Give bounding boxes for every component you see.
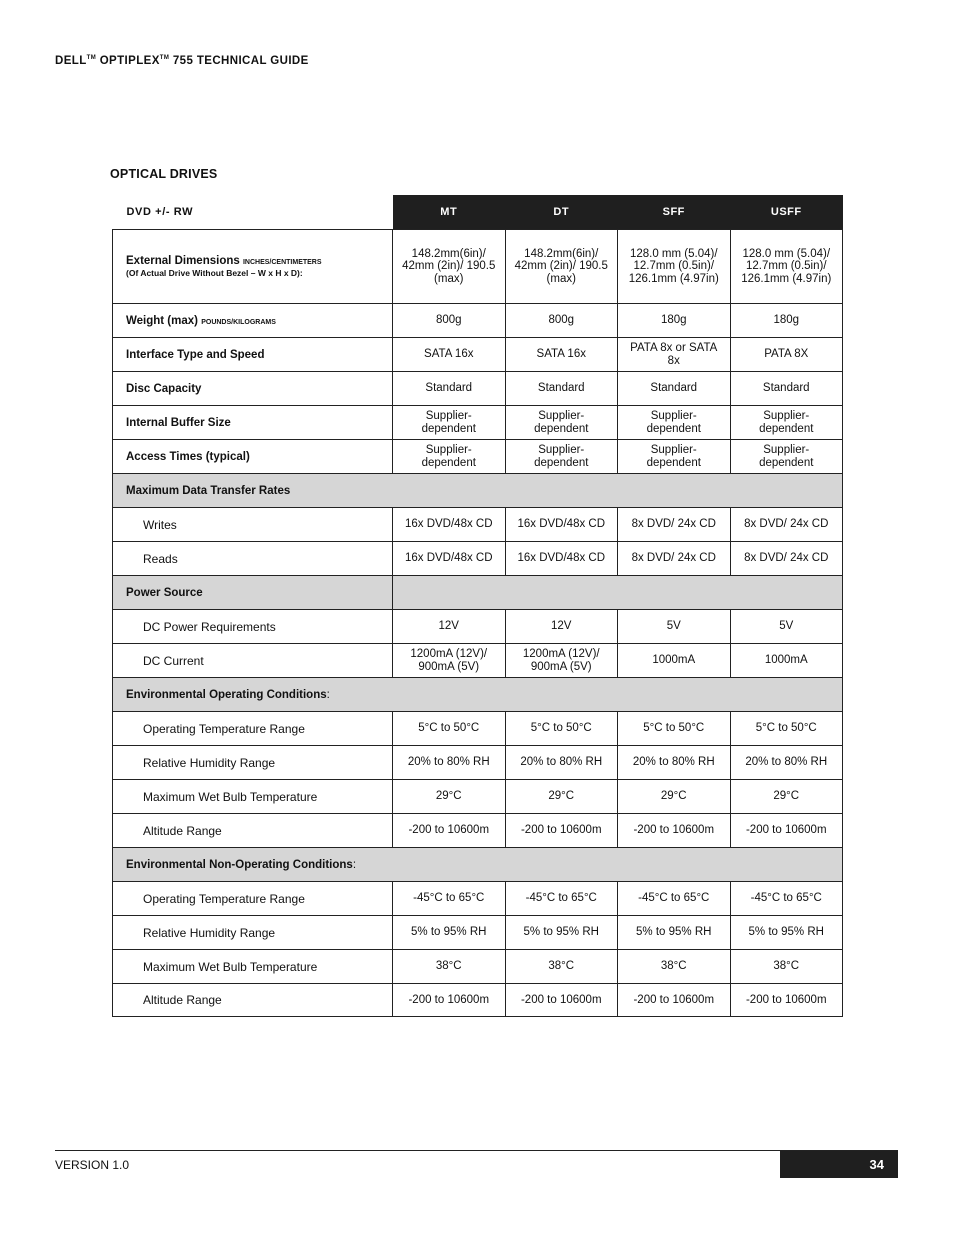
table-row bbox=[113, 814, 843, 848]
row-label: Relative Humidity Range bbox=[113, 746, 393, 780]
section-row bbox=[113, 474, 843, 508]
table-cell: 8x DVD/ 24x CD bbox=[730, 508, 843, 542]
table-cell: 5% to 95% RH bbox=[730, 916, 843, 950]
row-label: DC Current bbox=[113, 644, 393, 678]
table-cell: 29°C bbox=[618, 780, 731, 814]
trademark-mark: TM bbox=[86, 55, 97, 61]
table-row bbox=[113, 916, 843, 950]
table-cell: SATA 16x bbox=[393, 338, 506, 372]
table-cell: 38°C bbox=[618, 950, 731, 984]
table-row bbox=[113, 406, 843, 440]
table-cell: -45°C to 65°C bbox=[618, 882, 731, 916]
table-row bbox=[113, 882, 843, 916]
row-label: Altitude Range bbox=[113, 984, 393, 1017]
table-cell: -45°C to 65°C bbox=[505, 882, 618, 916]
table-cell: 5°C to 50°C bbox=[393, 712, 506, 746]
corner-label: DVD +/- RW bbox=[113, 195, 393, 229]
table-cell: 38°C bbox=[730, 950, 843, 984]
section-label bbox=[113, 848, 843, 882]
table-row bbox=[113, 610, 843, 644]
table-cell: Standard bbox=[505, 372, 618, 406]
product-text: OPTIPLEX bbox=[99, 55, 160, 67]
table-cell: 20% to 80% RH bbox=[730, 746, 843, 780]
table-cell: PATA 8X bbox=[730, 338, 843, 372]
table-row bbox=[113, 644, 843, 678]
column-header-dt: DT bbox=[505, 195, 618, 229]
row-label: Internal Buffer Size bbox=[113, 406, 393, 440]
table-cell: Supplier-dependent bbox=[505, 440, 618, 474]
table-cell: 5% to 95% RH bbox=[618, 916, 731, 950]
version-label: VERSION 1.0 bbox=[55, 1158, 130, 1172]
row-label: Access Times (typical) bbox=[113, 440, 393, 474]
table-cell: Supplier-dependent bbox=[618, 406, 731, 440]
table-cell: 5% to 95% RH bbox=[505, 916, 618, 950]
document-title bbox=[55, 55, 309, 67]
table-cell: 16x DVD/48x CD bbox=[393, 542, 506, 576]
table-cell: Supplier-dependent bbox=[730, 406, 843, 440]
table-cell: 20% to 80% RH bbox=[393, 746, 506, 780]
table-cell: Supplier-dependent bbox=[505, 406, 618, 440]
table-cell: 180g bbox=[618, 304, 731, 338]
table-cell: -200 to 10600m bbox=[393, 814, 506, 848]
row-note: (Of Actual Drive Without Bezel – W x H x D): bbox=[126, 268, 303, 278]
section-row bbox=[113, 678, 843, 712]
brand-text: DELL bbox=[55, 55, 87, 67]
table-cell: -200 to 10600m bbox=[393, 984, 506, 1017]
guide-text: 755 TECHNICAL GUIDE bbox=[172, 55, 309, 67]
table-cell: -200 to 10600m bbox=[618, 984, 731, 1017]
section-row bbox=[113, 848, 843, 882]
row-label: Disc Capacity bbox=[113, 372, 393, 406]
table-row bbox=[113, 746, 843, 780]
table-cell: -200 to 10600m bbox=[618, 814, 731, 848]
table-cell: 8x DVD/ 24x CD bbox=[730, 542, 843, 576]
row-label: Writes bbox=[113, 508, 393, 542]
table-cell: 5V bbox=[730, 610, 843, 644]
unit-label: POUNDS/KILOGRAMS bbox=[201, 318, 276, 326]
table-cell: Supplier-dependent bbox=[393, 440, 506, 474]
table-cell: -200 to 10600m bbox=[505, 984, 618, 1017]
table-cell: 20% to 80% RH bbox=[505, 746, 618, 780]
section-label bbox=[113, 678, 843, 712]
table-row bbox=[113, 338, 843, 372]
table-cell: SATA 16x bbox=[505, 338, 618, 372]
table-cell: 16x DVD/48x CD bbox=[505, 542, 618, 576]
trademark-mark: TM bbox=[159, 55, 170, 61]
table-cell: Standard bbox=[618, 372, 731, 406]
table-row bbox=[113, 372, 843, 406]
section-label: Maximum Data Transfer Rates bbox=[113, 474, 843, 508]
table-cell: 16x DVD/48x CD bbox=[505, 508, 618, 542]
table-cell: Supplier-dependent bbox=[730, 440, 843, 474]
table-cell: 12V bbox=[505, 610, 618, 644]
table-cell: PATA 8x or SATA 8x bbox=[618, 338, 731, 372]
table-cell: Standard bbox=[393, 372, 506, 406]
footer-divider bbox=[55, 1150, 898, 1151]
table-row bbox=[113, 712, 843, 746]
table-cell: 1000mA bbox=[618, 644, 731, 678]
row-label: DC Power Requirements bbox=[113, 610, 393, 644]
row-label bbox=[113, 304, 393, 338]
table-cell: Supplier-dependent bbox=[393, 406, 506, 440]
table-cell: -45°C to 65°C bbox=[393, 882, 506, 916]
row-label: Altitude Range bbox=[113, 814, 393, 848]
table-cell: 38°C bbox=[505, 950, 618, 984]
table-cell: 180g bbox=[730, 304, 843, 338]
section-row bbox=[113, 576, 843, 610]
table-row bbox=[113, 230, 843, 304]
table-cell: 148.2mm(6in)/ 42mm (2in)/ 190.5 (max) bbox=[393, 230, 506, 304]
column-header-mt: MT bbox=[393, 195, 506, 229]
table-cell: 5°C to 50°C bbox=[618, 712, 731, 746]
section-label: Power Source bbox=[113, 576, 393, 610]
table-cell: 29°C bbox=[505, 780, 618, 814]
table-cell: 12V bbox=[393, 610, 506, 644]
table-cell: 1200mA (12V)/ 900mA (5V) bbox=[393, 644, 506, 678]
unit-label: INCHES/CENTIMETERS bbox=[242, 259, 322, 266]
row-label-text: Weight (max) bbox=[126, 314, 198, 327]
table-row bbox=[113, 440, 843, 474]
table-cell: 148.2mm(6in)/ 42mm (2in)/ 190.5 (max) bbox=[505, 230, 618, 304]
spec-table bbox=[112, 195, 843, 1017]
table-cell: 29°C bbox=[730, 780, 843, 814]
section-label-text: Environmental Operating Conditions bbox=[126, 688, 327, 701]
table-cell: -200 to 10600m bbox=[730, 814, 843, 848]
table-cell: 800g bbox=[505, 304, 618, 338]
row-label bbox=[113, 230, 393, 304]
table-row bbox=[113, 508, 843, 542]
row-label-text: External Dimensions bbox=[126, 255, 240, 267]
table-cell: 1200mA (12V)/ 900mA (5V) bbox=[505, 644, 618, 678]
section-label-suffix: : bbox=[326, 688, 330, 701]
column-header-sff: SFF bbox=[618, 195, 731, 229]
table-row bbox=[113, 542, 843, 576]
table-cell: 128.0 mm (5.04)/ 12.7mm (0.5in)/ 126.1mm (4.97in) bbox=[730, 230, 843, 304]
table-cell: 8x DVD/ 24x CD bbox=[618, 542, 731, 576]
table-cell: 5% to 95% RH bbox=[393, 916, 506, 950]
section-label-text: Environmental Non-Operating Conditions bbox=[126, 858, 353, 871]
table-cell: 5V bbox=[618, 610, 731, 644]
table-cell: 800g bbox=[393, 304, 506, 338]
row-label: Operating Temperature Range bbox=[113, 882, 393, 916]
row-label: Maximum Wet Bulb Temperature bbox=[113, 780, 393, 814]
table-cell: 8x DVD/ 24x CD bbox=[618, 508, 731, 542]
table-cell: 38°C bbox=[393, 950, 506, 984]
table-cell: Supplier-dependent bbox=[618, 440, 731, 474]
table-row bbox=[113, 304, 843, 338]
row-label: Relative Humidity Range bbox=[113, 916, 393, 950]
row-label: Reads bbox=[113, 542, 393, 576]
table-cell: 29°C bbox=[393, 780, 506, 814]
section-title: OPTICAL DRIVES bbox=[110, 167, 218, 181]
table-row bbox=[113, 984, 843, 1017]
page-number-box bbox=[780, 1151, 898, 1178]
table-cell: 5°C to 50°C bbox=[730, 712, 843, 746]
table-cell: -200 to 10600m bbox=[730, 984, 843, 1017]
table-cell: 128.0 mm (5.04)/ 12.7mm (0.5in)/ 126.1mm (4.97in) bbox=[618, 230, 731, 304]
row-label: Operating Temperature Range bbox=[113, 712, 393, 746]
page-number: 34 bbox=[869, 1157, 884, 1172]
section-label-suffix: : bbox=[352, 858, 357, 871]
table-row bbox=[113, 780, 843, 814]
row-label: Interface Type and Speed bbox=[113, 338, 393, 372]
table-header-row bbox=[113, 195, 843, 229]
table-cell: 1000mA bbox=[730, 644, 843, 678]
section-fill bbox=[393, 576, 843, 610]
table-cell: Standard bbox=[730, 372, 843, 406]
table-cell: -200 to 10600m bbox=[505, 814, 618, 848]
table-cell: 20% to 80% RH bbox=[618, 746, 731, 780]
table-cell: 5°C to 50°C bbox=[505, 712, 618, 746]
table-cell: -45°C to 65°C bbox=[730, 882, 843, 916]
row-label: Maximum Wet Bulb Temperature bbox=[113, 950, 393, 984]
column-header-usff: USFF bbox=[730, 195, 843, 229]
table-cell: 16x DVD/48x CD bbox=[393, 508, 506, 542]
table-row bbox=[113, 950, 843, 984]
